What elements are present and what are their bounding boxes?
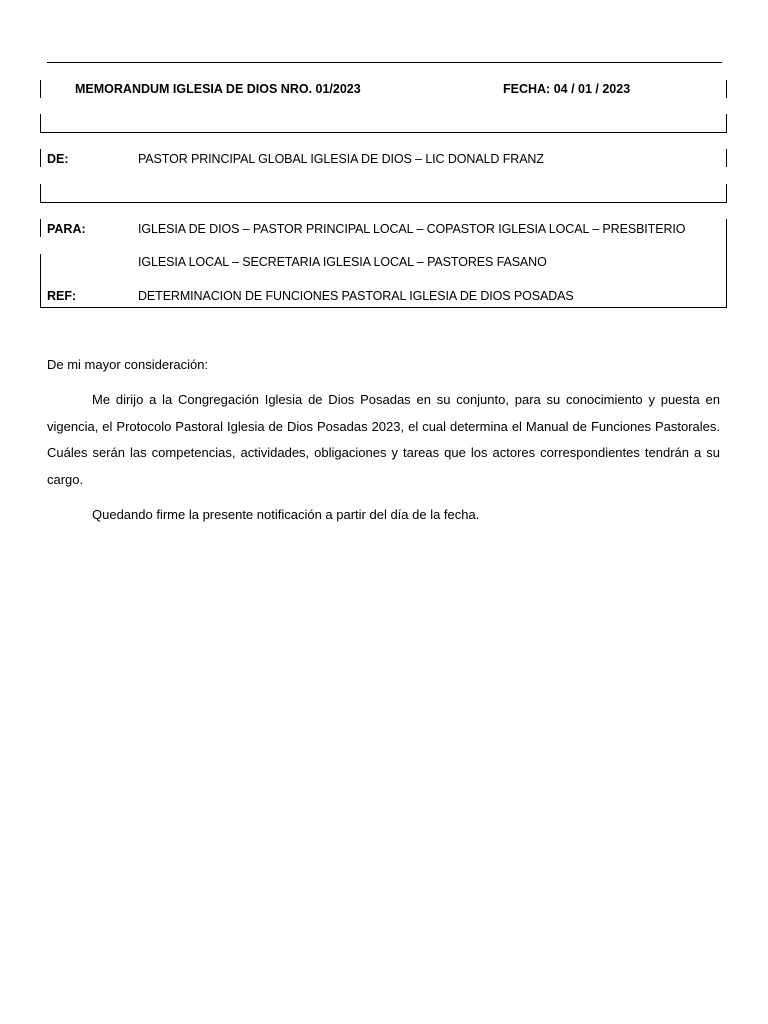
de-left-border	[40, 149, 41, 167]
de-label: DE:	[47, 152, 69, 166]
ref-label: REF:	[47, 289, 77, 303]
memo-date: FECHA: 04 / 01 / 2023	[503, 82, 631, 96]
de-right-border	[726, 149, 727, 167]
para-value-line2: IGLESIA LOCAL – SECRETARIA IGLESIA LOCAL – PASTORES FASANO	[138, 255, 547, 269]
memo-title: MEMORANDUM IGLESIA DE DIOS NRO. 01/2023	[75, 82, 361, 96]
spacer-box-1-right	[726, 114, 727, 132]
paragraph-2: Quedando firme la presente notificación a partir del día de la fecha.	[92, 507, 480, 522]
top-rule	[47, 62, 722, 63]
spacer-box-1-bottom	[40, 132, 727, 133]
header-right-border	[726, 80, 727, 98]
paragraph-1: Me dirijo a la Congregación Iglesia de Dios Posadas en su conjunto, para su conocimiento y puesta en vigencia, el Protocolo Pastoral Iglesia de Dios Posadas 2023, el cual determina el Manual de Funciones Pastorales. Cuáles serán las competencias, actividades, obligaciones y tareas que los actores correspondientes tendrán a su cargo.	[47, 392, 720, 487]
para-left-border-top	[40, 219, 41, 237]
body-text	[47, 387, 720, 493]
de-value: PASTOR PRINCIPAL GLOBAL IGLESIA DE DIOS – LIC DONALD FRANZ	[138, 152, 544, 166]
ref-value: DETERMINACION DE FUNCIONES PASTORAL IGLESIA DE DIOS POSADAS	[138, 289, 574, 303]
spacer-box-2-bottom	[40, 202, 727, 203]
para-box-bottom	[40, 307, 727, 308]
spacer-box-2-right	[726, 184, 727, 202]
header-left-border	[40, 80, 41, 98]
spacer-box-2-left	[40, 184, 41, 202]
spacer-box-1-left	[40, 114, 41, 132]
body-text-2	[47, 502, 720, 529]
greeting: De mi mayor consideración:	[47, 357, 209, 372]
para-value-line1: IGLESIA DE DIOS – PASTOR PRINCIPAL LOCAL – COPASTOR IGLESIA LOCAL – PRESBITERIO	[138, 222, 686, 236]
para-left-border-bottom	[40, 254, 41, 307]
para-right-border	[726, 219, 727, 307]
para-label: PARA:	[47, 222, 86, 236]
